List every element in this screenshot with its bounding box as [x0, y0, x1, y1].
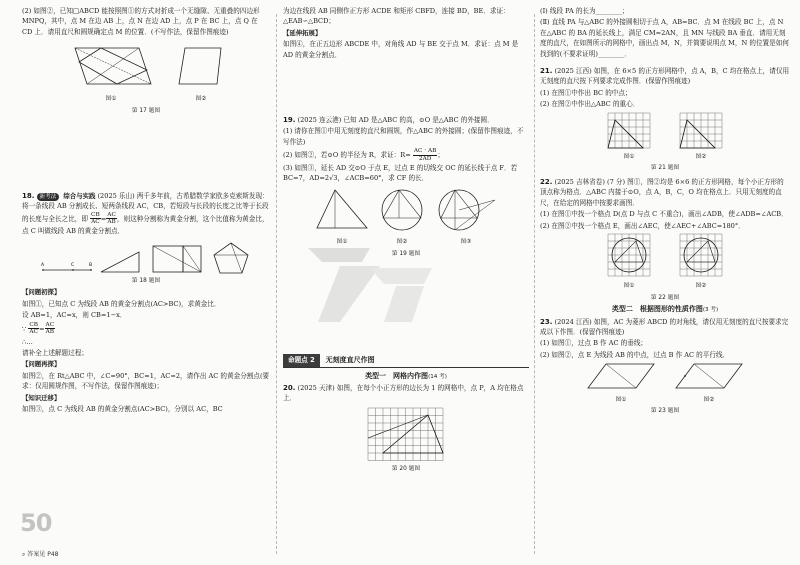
q19-fraction: $\frac{AC \cdot AB}{2AD}$: [413, 148, 437, 162]
q20-source: (2025 天津): [297, 383, 335, 392]
q18-figures: [22, 240, 270, 276]
q22-part2: (2) 在图②中找一个格点 E，画出∠AEC，使∠AEC+∠ABC=180°．: [540, 221, 745, 230]
svg-text:B: B: [89, 263, 93, 269]
q22-figure-1: [605, 232, 653, 293]
q18-heading-extend: 【延伸拓展】: [283, 28, 322, 37]
section-title: 无刻度直尺作图: [325, 356, 375, 365]
q21-source: (2025 江西): [554, 67, 592, 76]
q22-points: (7 分): [607, 177, 626, 186]
q21-figures: [540, 111, 790, 164]
q21-number: 21.: [540, 67, 553, 76]
q22-number: 22.: [540, 177, 553, 186]
q19-text: 已知 AD 是△ABC 的高，⊙O 是△ABC 的外接圆．: [343, 116, 494, 125]
q18-stem: 18. 新考法 综合与实践 (2025 乐山) 两千多年前，古希腊数学家欧多克索斯发现：将一条线段 AB 分割成长、短两条线段 AC，CB，若短段与长段的长度之比等于长段的长度与全长之比，即 $\frac{CB}{AC}$ = $\frac{AC}{AB}$ ，则这种分割称为黄金分割，这个比值称为黄金比，点 C 叫做线段 AB 的黄金分割点．: [22, 192, 269, 235]
q18-theme: 综合与实践: [63, 192, 96, 201]
new-method-tag: 新考法: [37, 193, 60, 201]
q19-fig2-label: 图②: [396, 239, 408, 246]
answer-reference: ⌕ 答案见 P48: [22, 551, 59, 558]
q18-migrate: 如图③，点 C 为线段 AB 的黄金分割点(AC>BC)，分别以 AC，BC: [22, 404, 223, 413]
q17-fig1-label: 图①: [105, 96, 117, 103]
q19-part1: (1) 请你在图①中用无刻度的直尺和圆规，作△ABC 的外接圆；(保留作图痕迹，不写作法): [283, 127, 524, 146]
svg-text:A: A: [41, 263, 45, 269]
search-icon: ⌕: [22, 551, 26, 558]
q23-stem: [540, 317, 790, 338]
q22-fig2-grid: [677, 232, 725, 278]
q21-text: 如图，在 6×5 的正方形网格中，点 A，B，C 均在格点上，请仅用无刻度的直尺按下列要求完成作图．(保留作图痕迹): [540, 67, 790, 86]
q23-text: 如图，AC 为菱形 ABCD 的对角线，请仅用无刻度的直尺按要求完成以下作图．(保留作图痕迹): [540, 317, 789, 336]
q23-fig1-rhombus: [584, 361, 658, 391]
q21-figure-1: [606, 111, 652, 164]
q19-stem: [283, 115, 529, 125]
q18-fig2-triangle: [99, 240, 143, 276]
q18-continued: 为边在线段 AB 同侧作正方形 ACDE 和矩形 CBFD，连接 BD，BE．求证：△EAB∽△BCD；: [283, 7, 510, 26]
q18-again: 如图②，在 Rt△ABC 中，∠C=90°，BC=1，AC=2，请作出 AC 的黄金分割点(要求：仅用圆规作图，不写作法，保留作图痕迹)；: [22, 371, 270, 391]
q20-part2: (Ⅱ) 直线 PA 与△ABC 的外接圆相切于点 A，AB=BC．点 M 在线段 BC 上，点 N 在△ABC 的 BA 的延长线上，满足 CM=2AN，且 MN 与线段 BA 垂直．请用无刻度的直尺，在如图所示的网格中，画出点 M，N，并简要说明点 M，N 的位置是如何找到的(不要求证明)________．: [540, 18, 789, 58]
q20-caption: 第 20 题图: [391, 465, 421, 472]
q18-source: (2025 乐山): [97, 192, 135, 201]
q17-fig2-label: 图②: [195, 96, 207, 103]
section-header: [283, 354, 529, 367]
q20-text: 如图，在每个小正方形的边长为 1 的网格中，点 P，A 均在格点上．: [283, 383, 524, 403]
q18-caption: 第 18 题图: [131, 278, 161, 285]
q18-fraction-ac-ab-2: $\frac{AC}{AB}$: [45, 321, 55, 336]
q17-figure-2: [171, 38, 231, 105]
q17-fig2-diagram: [171, 40, 231, 92]
watermark-logo: [300, 238, 440, 328]
section-chip: 命题点 2: [283, 354, 320, 366]
q18-because-line: ∵ $\frac{CB}{AC}$ = $\frac{AC}{AB}$: [22, 321, 55, 336]
q21-fig2-label: 图②: [695, 154, 707, 161]
svg-text:C: C: [71, 263, 75, 269]
q20-number: 20.: [283, 383, 296, 392]
type1-heading: 类型一 网格内作图(14 考): [365, 371, 447, 380]
q21-figure-2: [678, 111, 724, 164]
q23-figures: [540, 361, 790, 406]
q21-fig1-label: 图①: [623, 154, 635, 161]
q22-fig1-label: 图①: [623, 283, 635, 290]
q22-caption: 第 22 题图: [650, 294, 680, 301]
q23-source: (2024 江西): [554, 317, 592, 326]
q23-caption: 第 23 题图: [650, 407, 680, 414]
type2-heading: 类型二 根据图形的性质作图(3 考): [611, 305, 719, 314]
q18-fraction-ac-ab: $\frac{AC}{AB}$: [107, 211, 116, 226]
q18-explore: 如图①，已知点 C 为线段 AB 的黄金分割点(AC>BC)，求黄金比．: [22, 299, 221, 308]
q19-source: (2025 连云港): [297, 116, 342, 125]
spacer: [283, 61, 529, 115]
q19-fig3-circle-tangent: [433, 186, 499, 234]
q18-fig1-segment: [41, 240, 93, 276]
q18-number: 18.: [22, 192, 35, 201]
q22-fig2-label: 图②: [695, 283, 707, 290]
q18-fraction-cb-ac-2: $\frac{CB}{AC}$: [29, 321, 39, 336]
q21-fig2-grid: [678, 111, 724, 149]
q21-caption: 第 21 题图: [650, 165, 680, 172]
q19-fig3-label: 图③: [460, 239, 472, 246]
q19-part2: (2) 如图②，若⊙O 的半径为 R，求证：R= $\frac{AC \cdot AB}{2AD}$ ；: [283, 148, 445, 162]
q23-fig1-label: 图①: [615, 396, 627, 403]
q22-stem: [540, 177, 790, 208]
q22-part1: (1) 在图①中找一个格点 D(点 D 与点 C 不重合)，画出∠ADB，使∠ADB=∠ACB．: [540, 210, 788, 219]
q20-grid-figure: [366, 406, 446, 462]
q20-part1: (Ⅰ) 线段 PA 的长为________；: [540, 7, 629, 15]
q17-figures: [22, 38, 270, 105]
q21-part1: (1) 在图①中作出 BC 的中点；: [540, 88, 632, 97]
q18-fig4-pentagon: [211, 240, 251, 276]
q23-part1: (1) 如图①，过点 B 作 AC 的垂线；: [540, 339, 648, 348]
q18-fraction-cb-ac: $\frac{CB}{AC}$: [91, 211, 100, 226]
q18-heading-explore: 【问题初探】: [22, 288, 61, 297]
column-left: [22, 6, 270, 415]
q20-stem: [283, 383, 529, 404]
q19-fig1-triangle: [313, 186, 371, 234]
q17-caption: 第 17 题图: [131, 107, 161, 114]
page-number: 50: [20, 509, 52, 537]
q19-number: 19.: [283, 116, 296, 125]
q17-part2: (2) 如图②，已知□ABCD 能按照图①的方式对折成一个无缝隙、无重叠的四边形 MNPQ，其中，点 M 在边 AB 上，点 N 在边 AD 上，点 P 在 BC 上，点 Q 在 CD 上．请用直尺和圆规确定点 M 的位置．(不写作法，保留作图痕迹): [22, 7, 260, 36]
q19-fig1-label: 图①: [336, 239, 348, 246]
q22-figures: [540, 232, 790, 293]
column-divider: [534, 14, 535, 554]
q21-part2: (2) 在图②中作出△ABC 的重心．: [540, 100, 640, 109]
q18-intro-end: ，则这种分割称为黄金分割，这个比值称为黄金比，点 C 叫做线段 AB 的黄金分割点．: [22, 214, 269, 235]
q18-extend: 如图④，在正五边形 ABCDE 中，对角线 AD 与 BE 交于点 M．求证：点 M 是 AD 的黄金分割点．: [283, 40, 519, 59]
q22-source: (2025 吉林省卷): [554, 177, 605, 186]
q22-figure-2: [677, 232, 725, 293]
q18-heading-migrate: 【知识迁移】: [22, 393, 61, 402]
q17-figure-1: [61, 38, 161, 105]
q23-figure-1: [584, 361, 658, 406]
q22-text: 图①，图②均是 6×6 的正方形网格，每个小正方形的顶点称为格点．△ABC 内接于⊙O，点 A，B，C，O 均在格点上．只用无刻度的直尺，在给定的网格中按要求画图．: [540, 177, 784, 207]
q18-heading-again: 【问题再探】: [22, 360, 61, 369]
q19-figure-3: [433, 186, 499, 249]
column-divider: [276, 14, 277, 554]
q23-fig2-rhombus: [672, 361, 746, 391]
q18-solve: 设 AB=1，AC=x，则 CB=1−x．: [22, 311, 127, 320]
q23-number: 23.: [540, 317, 553, 326]
q18-intro: 两千多年前，古希腊数学家欧多克索斯发现：将一条线段 AB 分割成长、短两条线段 AC，CB，若短段与长段的长度之比等于长段的长度与全长之比，即: [22, 192, 269, 223]
q21-stem: [540, 66, 790, 87]
q23-figure-2: [672, 361, 746, 406]
q23-part2: (2) 如图②，点 E 为线段 AB 的中点，过点 B 作 AC 的平行线．: [540, 350, 730, 359]
spacer: [22, 117, 270, 191]
q19-fig2-circle: [375, 186, 429, 234]
q23-fig2-label: 图②: [703, 396, 715, 403]
q18-fig3-rectangles: [149, 240, 205, 276]
q19-caption: 第 19 题图: [391, 250, 421, 257]
column-right: [540, 6, 790, 417]
q21-fig1-grid: [606, 111, 652, 149]
q19-part3: (3) 如图③，延长 AD 交⊙O 于点 E，过点 E 的切线交 OC 的延长线于点 F．若 BC=7，AD=2√3，∠ACB=60°，求 CF 的长．: [283, 164, 518, 183]
q18-therefore: ∴…: [22, 337, 33, 346]
q17-fig1-diagram: [61, 40, 161, 92]
q18-please: 请补全上述解题过程；: [22, 348, 88, 357]
q22-fig1-grid: [605, 232, 653, 278]
